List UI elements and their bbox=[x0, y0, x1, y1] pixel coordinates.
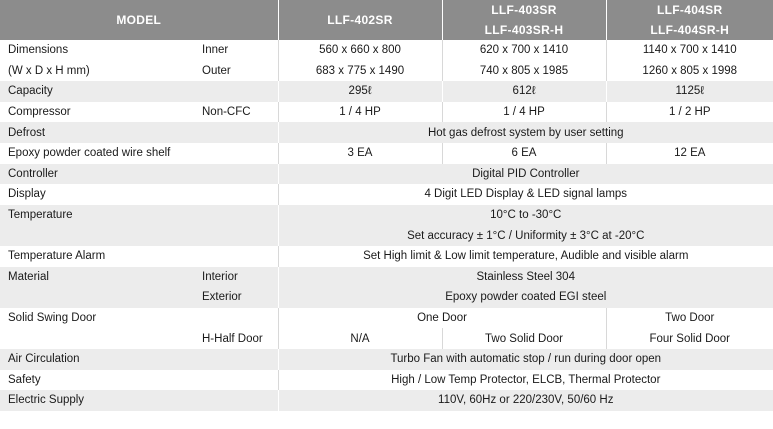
cell-value: One Door bbox=[278, 308, 606, 329]
cell-value: 295ℓ bbox=[278, 81, 442, 102]
cell-value: 740 x 805 x 1985 bbox=[442, 61, 606, 82]
table-row-safety bbox=[0, 370, 773, 391]
cell-value: N/A bbox=[278, 328, 442, 349]
table-row-shelf bbox=[0, 143, 773, 164]
cell-value: Digital PID Controller bbox=[278, 164, 773, 185]
row-label: Solid Swing Door bbox=[8, 312, 97, 325]
table-row-temperature-accuracy bbox=[0, 225, 773, 246]
row-sublabel: Outer bbox=[202, 64, 231, 77]
cell-value: 612ℓ bbox=[442, 81, 606, 102]
table-row-half-door bbox=[0, 328, 773, 349]
table-row-controller bbox=[0, 164, 773, 185]
cell-value: Epoxy powder coated EGI steel bbox=[278, 287, 773, 308]
cell-value: Turbo Fan with automatic stop / run during door open bbox=[278, 349, 773, 370]
cell-value: 1 / 4 HP bbox=[442, 102, 606, 123]
header-model-403: LLF-403SR bbox=[442, 0, 606, 20]
cell-value: High / Low Temp Protector, ELCB, Thermal Protector bbox=[278, 370, 773, 391]
row-label: Compressor bbox=[8, 106, 71, 119]
table-row-compressor bbox=[0, 102, 773, 123]
table-row-door bbox=[0, 308, 773, 329]
header-model-404-h: LLF-404SR-H bbox=[606, 20, 773, 40]
cell-value: 683 x 775 x 1490 bbox=[278, 61, 442, 82]
cell-value: Stainless Steel 304 bbox=[278, 267, 773, 288]
row-label: Dimensions bbox=[8, 44, 69, 57]
row-sublabel: Inner bbox=[202, 44, 229, 57]
header-model-404: LLF-404SR bbox=[606, 0, 773, 20]
row-label: Material bbox=[0, 267, 200, 288]
row-label bbox=[0, 225, 278, 246]
cell-value: Hot gas defrost system by user setting bbox=[278, 122, 773, 143]
cell-value: 1140 x 700 x 1410 bbox=[606, 40, 773, 61]
cell-value: Four Solid Door bbox=[606, 328, 773, 349]
table-row-display bbox=[0, 184, 773, 205]
cell-value: Set High limit & Low limit temperature, Audible and visible alarm bbox=[278, 246, 773, 267]
cell-value: 1 / 2 HP bbox=[606, 102, 773, 123]
row-label: Epoxy powder coated wire shelf bbox=[8, 147, 171, 160]
table-row-material-interior bbox=[0, 267, 773, 288]
row-label: Electric Supply bbox=[0, 390, 278, 411]
cell-value: 12 EA bbox=[606, 143, 773, 164]
row-label bbox=[0, 328, 200, 349]
cell-value: 620 x 700 x 1410 bbox=[442, 40, 606, 61]
row-sublabel: Non-CFC bbox=[202, 106, 251, 119]
table-row-defrost bbox=[0, 122, 773, 143]
table-row-dimensions-outer bbox=[0, 61, 773, 82]
cell-value: Two Solid Door bbox=[442, 328, 606, 349]
table-row-dimensions-inner bbox=[0, 40, 773, 61]
table-row-temperature bbox=[0, 205, 773, 226]
cell-value: Two Door bbox=[606, 308, 773, 329]
row-label: Defrost bbox=[0, 122, 278, 143]
header-model: MODEL bbox=[0, 0, 278, 40]
header-model-402: LLF-402SR bbox=[278, 0, 442, 40]
row-label bbox=[0, 287, 200, 308]
row-label: Air Circulation bbox=[0, 349, 278, 370]
cell-value: 1 / 4 HP bbox=[278, 102, 442, 123]
table-row-temperature-alarm bbox=[0, 246, 773, 267]
cell-value: 110V, 60Hz or 220/230V, 50/60 Hz bbox=[278, 390, 773, 411]
cell-value: Set accuracy ± 1°C / Uniformity ± 3°C at -20°C bbox=[278, 225, 773, 246]
table-row-material-exterior bbox=[0, 287, 773, 308]
table-row-air-circulation bbox=[0, 349, 773, 370]
row-label: (W x D x H mm) bbox=[8, 64, 90, 77]
row-label: Controller bbox=[0, 164, 278, 185]
cell-value: 560 x 660 x 800 bbox=[278, 40, 442, 61]
row-sublabel: Exterior bbox=[200, 287, 278, 308]
table-row-electric-supply bbox=[0, 390, 773, 411]
row-sublabel: Interior bbox=[200, 267, 278, 288]
row-sublabel: H-Half Door bbox=[202, 332, 263, 345]
row-label: Display bbox=[8, 188, 46, 201]
table-row-capacity bbox=[0, 81, 773, 102]
cell-value: 4 Digit LED Display & LED signal lamps bbox=[278, 184, 773, 205]
cell-value: 3 EA bbox=[278, 143, 442, 164]
row-label: Temperature bbox=[0, 205, 278, 226]
row-label: Safety bbox=[8, 373, 41, 386]
cell-value: 10°C to -30°C bbox=[278, 205, 773, 226]
row-label: Capacity bbox=[0, 81, 278, 102]
cell-value: 1125ℓ bbox=[606, 81, 773, 102]
header-model-403-h: LLF-403SR-H bbox=[442, 20, 606, 40]
cell-value: 1260 x 805 x 1998 bbox=[606, 61, 773, 82]
row-label: Temperature Alarm bbox=[8, 250, 106, 263]
cell-value: 6 EA bbox=[442, 143, 606, 164]
